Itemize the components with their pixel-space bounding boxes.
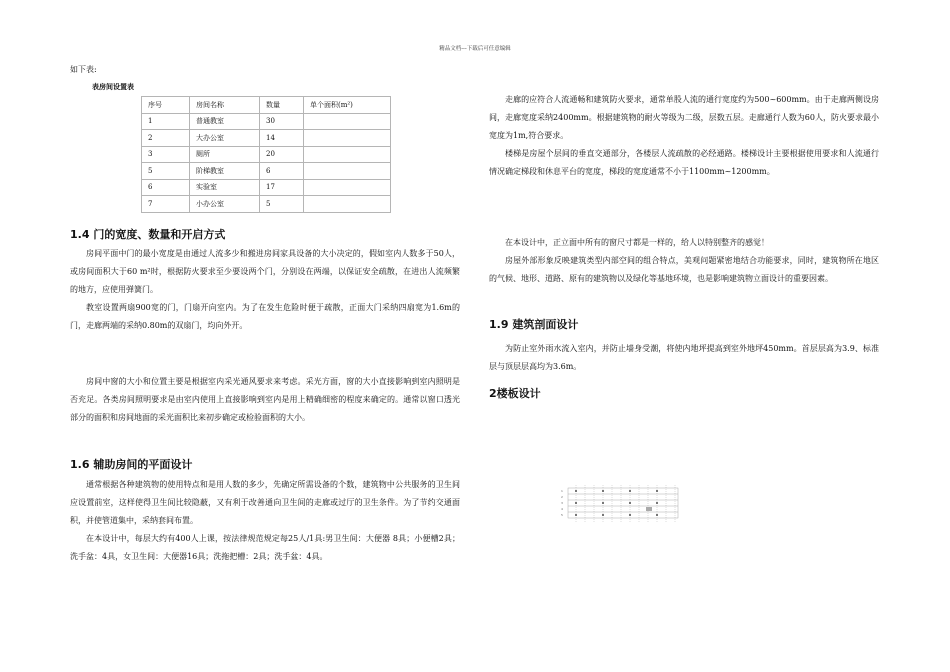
table-cell: 2 (142, 130, 190, 147)
table-cell: 大办公室 (190, 130, 260, 147)
table-cell: 普通教室 (190, 113, 260, 130)
axis-label: 3 (561, 501, 563, 505)
table-row (142, 146, 391, 163)
intro-text: 如下表: (70, 65, 97, 74)
table-cell (304, 196, 391, 213)
table-cell: 6 (260, 163, 304, 180)
section-heading-2: 2楼板设计 (489, 387, 541, 400)
table-cell: 厕所 (190, 146, 260, 163)
table-row (142, 113, 391, 130)
section-1-9-body (489, 340, 879, 376)
table-header-cell: 数量 (260, 97, 304, 114)
section-1-4-body (70, 245, 460, 335)
table-cell: 14 (260, 130, 304, 147)
table-cell: 3 (142, 146, 190, 163)
axis-label: 2 (561, 495, 563, 499)
table-row (142, 179, 391, 196)
table-row (142, 196, 391, 213)
table-header-cell: 序号 (142, 97, 190, 114)
table-cell: 实验室 (190, 179, 260, 196)
paragraph: 为防止室外雨水流入室内，并防止墙身受潮，将使内地坪提高到室外地坪450mm。首层层高为3.9、标准层与顶层层高均为3.6m。 (489, 344, 879, 371)
paragraph: 楼梯是房屋个层间的垂直交通部分，各楼层人流疏散的必经通路。楼梯设计主要根据使用要求和人流通行情况确定梯段和休息平台的宽度，梯段的宽度通常不小于1100mm~1200mm。 (489, 149, 879, 176)
corridor-section-body (489, 91, 879, 181)
paragraph: 在本设计中，每层大约有400人上课，按法律规范规定每25人/1具:男卫生间：大便器 8具；小便槽2具；洗手盆：4具，女卫生间：大便器16具；洗拖把槽：2具；洗手盆：4具。 (70, 534, 460, 561)
table-cell: 1 (142, 113, 190, 130)
section-heading-1-9: 1.9 建筑剖面设计 (489, 318, 579, 331)
room-settings-table (141, 96, 391, 213)
paragraph: 房屋外部形象反映建筑类型内部空间的组合特点，美观问题紧密地结合功能要求，同时，建筑物所在地区的气候、地形、道路、原有的建筑物以及绿化等基地环境，也是影响建筑物立面设计的重要因素。 (489, 256, 879, 283)
axis-label: 4 (561, 507, 563, 511)
window-section-body (70, 373, 460, 427)
table-caption: 表房间设置表 (92, 82, 134, 91)
table-cell: 20 (260, 146, 304, 163)
axis-label: 1 (561, 489, 563, 493)
table-row (142, 130, 391, 147)
table-row (142, 163, 391, 180)
table-cell: 小办公室 (190, 196, 260, 213)
paragraph: 通常根据各种建筑物的使用特点和是用人数的多少，先确定所需设备的个数，建筑物中公共服务的卫生间应设置前室，这样使得卫生间比较隐蔽，又有利于改善通向卫生间的走廊或过厅的卫生条件。为了节约交通面积，并使管道集中，采纳套间布置。 (70, 480, 460, 525)
axis-label: 5 (561, 513, 563, 517)
section-heading-1-4: 1.4 门的宽度、数量和开启方式 (70, 228, 226, 241)
section-heading-1-6: 1.6 辅助房间的平面设计 (70, 458, 193, 471)
table-cell: 6 (142, 179, 190, 196)
table-cell: 阶梯教室 (190, 163, 260, 180)
facade-section-body (489, 234, 879, 288)
paragraph: 走廊的应符合人流通畅和建筑防火要求，通常单股人流的通行宽度约为500~600mm。由于走廊两侧设房间，走廊宽度采纳2400mm。根据建筑物的耐火等级为二级，层数五层。走廊通行人数为60人，防火要求最小宽度为1m,符合要求。 (489, 95, 879, 140)
table-cell (304, 113, 391, 130)
table-cell (304, 163, 391, 180)
table-cell: 5 (142, 163, 190, 180)
table-cell: 17 (260, 179, 304, 196)
table-cell: 7 (142, 196, 190, 213)
page-header-note: 精品文档---下载后可任意编辑 (439, 46, 511, 52)
table-cell (304, 130, 391, 147)
section-1-6-body (70, 476, 460, 566)
paragraph: 教室设置两扇900宽的门，门扇开向室内。为了在发生危险时便于疏散，正面大门采纳四扇宽为1.6m的门，走廊两端的采纳0.80m的双扇门，均向外开。 (70, 303, 460, 330)
paragraph: 房间中窗的大小和位置主要是根据室内采光通风要求来考虑。采光方面，窗的大小直接影响到室内照明是否充足。各类房间照明要求是由室内使用上直接影响到室内是用上精确细密的程度来确定的。通常以窗口透光部分的面积和房间地面的采光面积比来初步确定或检验面积的大小。 (70, 377, 460, 422)
table-header-row (142, 97, 391, 114)
table-cell (304, 179, 391, 196)
paragraph: 房间平面中门的最小宽度是由通过人流多少和搬进房间家具设备的大小决定的，假如室内人数多于50人，或房间面积大于60 m²时，根据防火要求至少要设两个门，分别设在两端，以保证安全疏散，在进出人流频繁的地方，应使用弹簧门。 (70, 249, 460, 294)
table-header-cell: 单个面积(m²) (304, 97, 391, 114)
floor-plan-drawing (560, 482, 682, 526)
table-cell: 30 (260, 113, 304, 130)
table-cell (304, 146, 391, 163)
paragraph: 在本设计中，正立面中所有的窗尺寸都是一样的，给人以特别整齐的感觉！ (505, 238, 769, 247)
table-cell: 5 (260, 196, 304, 213)
table-header-cell: 房间名称 (190, 97, 260, 114)
